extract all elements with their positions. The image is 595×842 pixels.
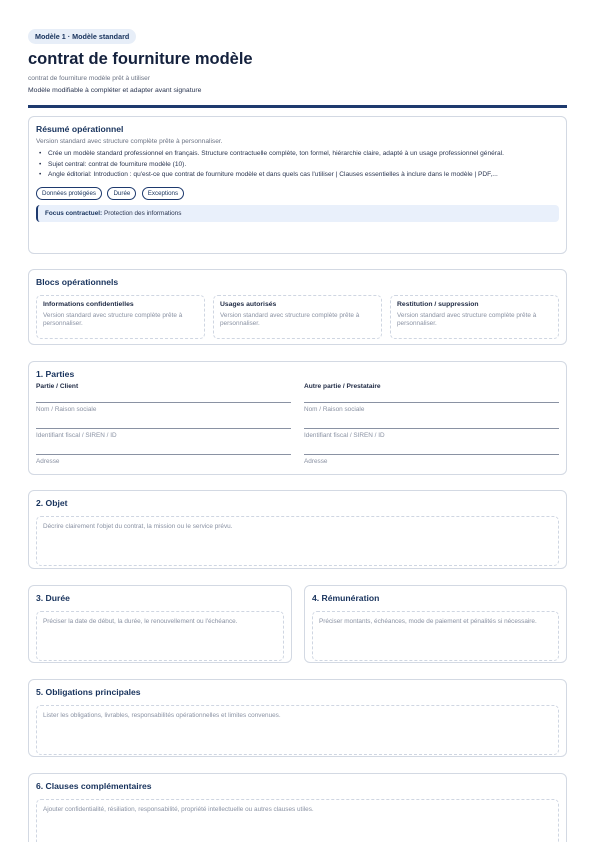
tag-chip[interactable]: Durée: [107, 187, 136, 200]
object-textarea[interactable]: Décrire clairement l'objet du contrat, la mission ou le service prévu.: [36, 516, 559, 566]
model-badge: Modèle 1 · Modèle standard: [28, 29, 136, 44]
tag-chip[interactable]: Données protégées: [36, 187, 102, 200]
section-title: 6. Clauses complémentaires: [36, 781, 152, 791]
obligations-textarea[interactable]: Lister les obligations, livrables, responsabilités opérationnelles et limites convenues.: [36, 705, 559, 755]
tax-id-field[interactable]: Identifiant fiscal / SIREN / ID: [36, 428, 291, 440]
summary-list: [36, 150, 559, 180]
name-field[interactable]: Nom / Raison sociale: [36, 402, 291, 414]
summary-bullet: • Sujet central: contrat de fourniture modèle (10).: [36, 161, 559, 170]
summary-bullet: • Crée un modèle standard professionnel en français. Structure contractuelle complète, ton formel, hiérarchie claire, adapté à un usage professionnel général.: [36, 150, 559, 159]
header-divider: [28, 105, 567, 108]
focus-value: Protection des informations: [103, 209, 182, 217]
address-field[interactable]: Adresse: [36, 454, 291, 466]
operational-blocks-card: [28, 269, 567, 345]
clauses-section: [28, 773, 567, 842]
duration-section: [28, 585, 292, 663]
tag-chip[interactable]: Exceptions: [142, 187, 184, 200]
tag-list: [36, 182, 559, 200]
block-item: [36, 295, 205, 339]
section-title: 5. Obligations principales: [36, 687, 141, 697]
blocks-title: Blocs opérationnels: [36, 277, 119, 287]
section-title: 4. Rémunération: [312, 593, 380, 603]
party-heading: Partie / Client: [36, 383, 79, 390]
address-field[interactable]: Adresse: [304, 454, 559, 466]
summary-bullet: • Angle éditorial: Introduction : qu'est-ce que contrat de fourniture modèle et dans quels cas l'utiliser | Clauses essentielles à inclure dans le modèle | PDF,...: [36, 171, 559, 180]
section-title: 2. Objet: [36, 498, 68, 508]
name-field[interactable]: Nom / Raison sociale: [304, 402, 559, 414]
remuneration-textarea[interactable]: Préciser montants, échéances, mode de paiement et pénalités si nécessaire.: [312, 611, 559, 661]
summary-card: [28, 116, 567, 254]
section-title: 3. Durée: [36, 593, 70, 603]
party-provider: [304, 383, 559, 466]
block-text: Version standard avec structure complète prête à personnaliser.: [220, 312, 360, 327]
page-title: contrat de fourniture modèle: [28, 50, 253, 68]
party-client: [36, 383, 291, 466]
page-description: Modèle modifiable à compléter et adapter avant signature: [28, 87, 202, 94]
block-title: Usages autorisés: [220, 301, 277, 308]
tax-id-field[interactable]: Identifiant fiscal / SIREN / ID: [304, 428, 559, 440]
clauses-textarea[interactable]: Ajouter confidentialité, résiliation, responsabilité, propriété intellectuelle ou autres clauses utiles.: [36, 799, 559, 842]
block-item: [213, 295, 382, 339]
summary-title: Résumé opérationnel: [36, 124, 124, 134]
block-title: Informations confidentielles: [43, 301, 134, 308]
focus-label: Focus contractuel:: [45, 209, 103, 217]
parties-section: [28, 361, 567, 475]
block-text: Version standard avec structure complète prête à personnaliser.: [43, 312, 183, 327]
object-section: [28, 490, 567, 569]
document-header: [28, 26, 567, 108]
section-title: 1. Parties: [36, 369, 75, 379]
focus-callout: [36, 205, 559, 222]
block-text: Version standard avec structure complète prête à personnaliser.: [397, 312, 537, 327]
duration-textarea[interactable]: Préciser la date de début, la durée, le renouvellement ou l'échéance.: [36, 611, 284, 661]
page-subtitle: contrat de fourniture modèle prêt à utiliser: [28, 75, 151, 82]
block-item: [390, 295, 559, 339]
obligations-section: [28, 679, 567, 757]
block-title: Restitution / suppression: [397, 301, 479, 308]
remuneration-section: [304, 585, 567, 663]
summary-lead: Version standard avec structure complète prête à personnaliser.: [36, 138, 223, 145]
party-heading: Autre partie / Prestataire: [304, 383, 381, 390]
